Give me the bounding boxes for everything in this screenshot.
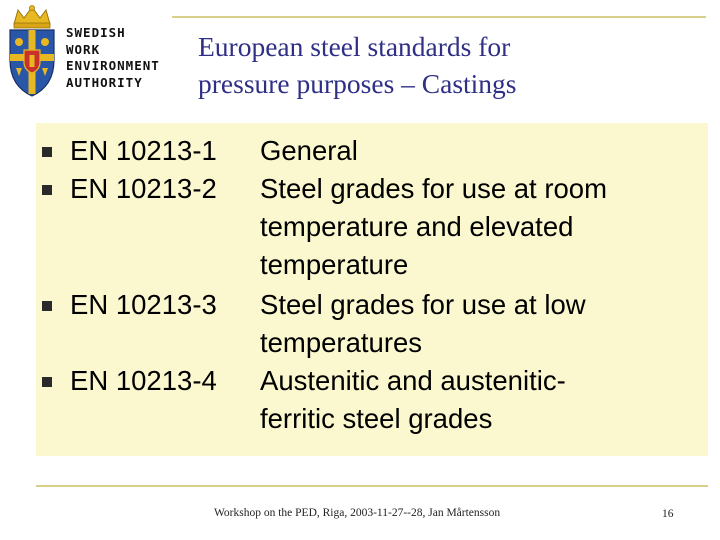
description-line: Steel grades for use at low — [260, 289, 586, 320]
description-line: General — [260, 135, 358, 166]
footer-text: Workshop on the PED, Riga, 2003-11-27--28, Jan Mårtensson — [214, 507, 501, 519]
standard-description — [260, 170, 700, 284]
slide-title — [198, 28, 698, 102]
agency-logo — [4, 4, 174, 104]
page-number: 16 — [662, 508, 674, 520]
agency-line: ENVIRONMENT — [66, 58, 160, 73]
standard-description — [260, 286, 700, 362]
description-line: temperature and elevated — [260, 211, 574, 242]
description-line: temperature — [260, 249, 409, 280]
agency-line: SWEDISH — [66, 25, 126, 40]
agency-name — [66, 25, 160, 91]
description-line: Austenitic and austenitic- — [260, 365, 566, 396]
standard-description — [260, 132, 700, 170]
bullet-icon — [42, 377, 52, 387]
title-line: pressure purposes – Castings — [198, 68, 517, 99]
bullet-icon — [42, 301, 52, 311]
standards-list — [36, 123, 708, 456]
standard-code: EN 10213-1 — [70, 135, 217, 166]
agency-line: WORK — [66, 41, 101, 57]
top-divider — [172, 16, 706, 18]
standard-code: EN 10213-3 — [70, 289, 217, 320]
description-line: temperatures — [260, 327, 423, 358]
bullet-icon — [42, 147, 52, 157]
bullet-icon — [42, 185, 52, 195]
standard-code: EN 10213-2 — [70, 173, 217, 204]
standard-description — [260, 362, 700, 438]
description-line: ferritic steel grades — [260, 403, 493, 434]
description-line: Steel grades for use at room — [260, 173, 607, 204]
bottom-divider — [36, 485, 708, 487]
standard-code: EN 10213-4 — [70, 365, 217, 396]
title-line: European steel standards for — [198, 31, 511, 62]
agency-line: AUTHORITY — [66, 74, 143, 90]
coat-of-arms-icon — [4, 4, 60, 100]
